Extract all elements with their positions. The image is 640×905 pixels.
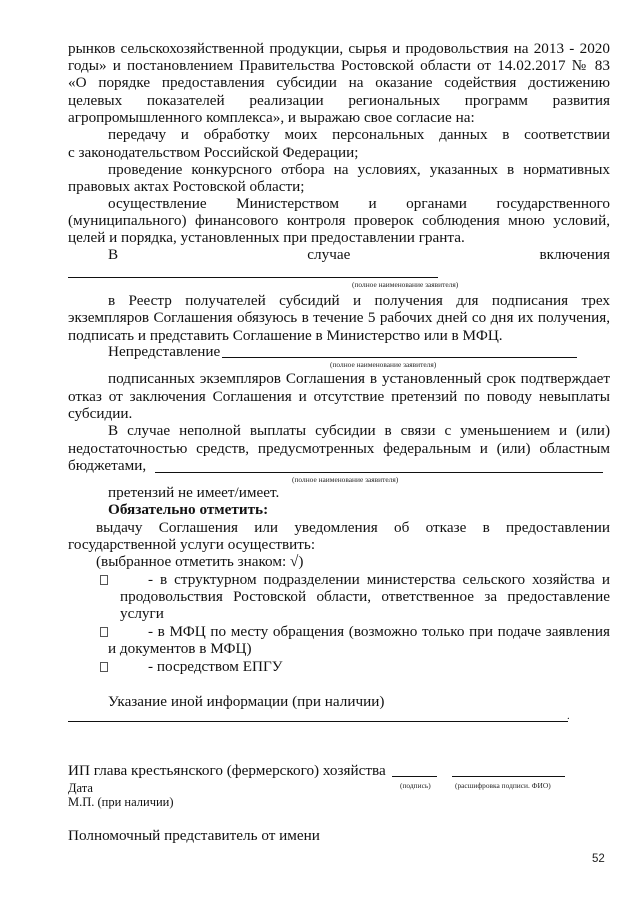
signature-line[interactable] xyxy=(392,776,437,777)
applicant-name-line[interactable] xyxy=(155,472,603,473)
option-checkbox-epgu[interactable] xyxy=(100,658,120,676)
option-label: - в структурном подразделении министерства сельского хозяйства и xyxy=(148,571,610,588)
text-line: передачу и обработку моих персональных данных в соответствии xyxy=(108,126,610,143)
text-line: экземпляров Соглашения обязуюсь в течение 5 рабочих дней со дня их получения, xyxy=(68,309,610,326)
text-line: Непредставление xyxy=(108,343,221,360)
text-line: в Реестр получателей субсидий и получения для подписания трех xyxy=(108,292,610,309)
text-line: претензий не имеет/имеет. xyxy=(108,484,280,501)
field-caption: (полное наименование заявителя) xyxy=(352,280,459,289)
text-line: правовых актах Ростовской области; xyxy=(68,178,305,195)
text-line: осуществление Министерством и органами государственного xyxy=(108,195,610,212)
checkbox-icon[interactable] xyxy=(100,627,108,637)
text-line: недостаточностью средств, предусмотренных федеральным и (или) областным xyxy=(68,440,610,457)
option-label: продовольствия Ростовской области, ответственное за предоставление xyxy=(120,588,610,605)
option-checkbox-structural-unit[interactable] xyxy=(100,571,120,589)
text-line: «О порядке предоставления субсидии на оказание содействия достижению xyxy=(68,74,610,91)
text-line: Указание иной информации (при наличии) xyxy=(108,693,385,710)
field-caption: (полное наименование заявителя) xyxy=(292,475,399,484)
text-line: В случае включения xyxy=(108,246,610,263)
text-line: с законодательством Российской Федерации; xyxy=(68,144,359,161)
text-line: подписать и представить Соглашение в Министерство или в МФЦ. xyxy=(68,327,503,344)
text-line: выдачу Соглашения или уведомления об отказе в предоставлении xyxy=(96,519,610,536)
text-line: годы» и постановлением Правительства Ростовской области от 14.02.2017 № 83 xyxy=(68,57,610,74)
option-checkbox-mfc[interactable] xyxy=(100,623,120,641)
signature-caption: (подпись) xyxy=(400,781,431,790)
text-line: отказ от заключения Соглашения и отсутствие претензий по поводу невыплаты xyxy=(68,388,610,405)
option-label: - посредством ЕПГУ xyxy=(148,658,283,675)
applicant-name-line[interactable] xyxy=(68,277,438,278)
text-line: рынков сельскохозяйственной продукции, сырья и продовольствия на 2013 - 2020 xyxy=(68,40,610,57)
signature-decoding-line[interactable] xyxy=(452,776,565,777)
text-line: В случае неполной выплаты субсидии в связи с уменьшением и (или) xyxy=(108,422,610,439)
other-info-line[interactable] xyxy=(68,721,568,722)
applicant-name-line[interactable] xyxy=(222,357,577,358)
option-label: и документов в МФЦ) xyxy=(108,640,252,657)
text-line: Полномочный представитель от имени xyxy=(68,827,320,844)
text-line: целей и порядка, установленных при предоставлении гранта. xyxy=(68,229,465,246)
page-number: 52 xyxy=(592,853,605,865)
text-line: агропромышленного комплекса», и выражаю свое согласие на: xyxy=(68,109,475,126)
line-end-dot: . xyxy=(567,710,570,722)
text-line: подписанных экземпляров Соглашения в установленный срок подтверждает xyxy=(108,370,610,387)
text-line: ИП глава крестьянского (фермерского) хозяйства xyxy=(68,762,386,779)
text-line: государственной услуги осуществить: xyxy=(68,536,316,553)
checkbox-icon[interactable] xyxy=(100,575,108,585)
checkbox-icon[interactable] xyxy=(100,662,108,672)
text-line: (муниципального) финансового контроля проверок соблюдения мною условий, xyxy=(68,212,610,229)
text-line: субсидии. xyxy=(68,405,133,422)
field-caption: (полное наименование заявителя) xyxy=(330,360,437,369)
text-line: целевых показателей реализации региональных программ развития xyxy=(68,92,610,109)
stamp-label: М.П. (при наличии) xyxy=(68,795,174,809)
text-line: бюджетами, xyxy=(68,457,147,474)
option-label: - в МФЦ по месту обращения (возможно только при подаче заявления xyxy=(148,623,610,640)
option-label: услуги xyxy=(120,605,164,622)
section-heading: Обязательно отметить: xyxy=(108,501,269,518)
signature-decoding-caption: (расшифровка подписи. ФИО) xyxy=(455,781,551,790)
text-line: (выбранное отметить знаком: √) xyxy=(96,553,304,570)
date-label: Дата xyxy=(68,781,93,795)
text-line: проведение конкурсного отбора на условиях, указанных в нормативных xyxy=(108,161,610,178)
